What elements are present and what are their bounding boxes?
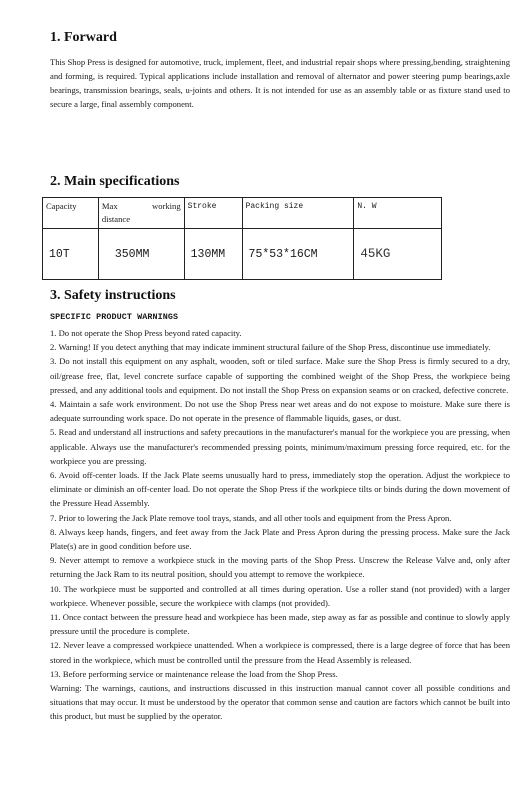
specifications-table bbox=[42, 197, 442, 280]
table-header-row bbox=[43, 198, 442, 229]
value-packing-size: 75*53*16CM bbox=[242, 229, 354, 280]
list-item: 13. Before performing service or maintenance release the load from the Shop Press. bbox=[50, 668, 338, 679]
list-item: 9. Never attempt to remove a workpiece stuck in the moving parts of the Shop Press. Unscrew the Release Valve and, only after returning the Jack Ram to its neutral position, should you attempt to remove the workpiece. bbox=[50, 555, 510, 580]
header-max-working-distance bbox=[98, 198, 184, 229]
section-heading-forward: 1. Forward bbox=[50, 30, 117, 45]
list-item: 4. Maintain a safe work environment. Do not use the Shop Press near wet areas and do not expose to moisture. Make sure there is adequate surrounding work space. Do not operate in the presence of flammable liquids, gases, or dust. bbox=[50, 399, 510, 424]
header-distance-word: distance bbox=[101, 214, 131, 224]
list-item: 2. Warning! If you detect anything that may indicate imminent structural failure of the Shop Press, discontinue use immediately. bbox=[50, 342, 491, 353]
list-item: 8. Always keep hands, fingers, and feet away from the Jack Plate and Press Apron during the pressing process. Make sure the Jack Plate(s) are in good condition before use. bbox=[50, 526, 510, 552]
list-item: 5. Read and understand all instructions and safety precautions in the manufacturer's manual for the workpiece you are pressing, when applicable. Always use the manufacturer's recommended pressing points, minimum/maximum pressing force required, etc. for the workpiece you are pressing. bbox=[50, 427, 510, 466]
list-item: 11. Once contact between the pressure head and workpiece has been made, step away as far as possible and continue to slowly apply pressure until the procedure is complete. bbox=[50, 612, 510, 637]
list-item: 7. Prior to lowering the Jack Plate remove tool trays, stands, and all other tools and equipment from the Press Apron. bbox=[50, 512, 452, 523]
specific-product-warnings-subheading: SPECIFIC PRODUCT WARNINGS bbox=[50, 312, 179, 322]
list-item: 3. Do not install this equipment on any asphalt, wooden, soft or tiled surface. Make sure the Shop Press is firmly secured to a dry, oil/grease free, flat, level concrete surface capable of supporting the combined weight of the Shop Press, the workpiece being pressed, and any additional tools and equipment. Do not install the Shop Press on expansion seams or on cracked, defective concrete. bbox=[50, 356, 510, 395]
value-net-weight: 45KG bbox=[354, 229, 442, 280]
list-item: 10. The workpiece must be supported and controlled at all times during operation. Use a roller stand (not provided) with a larger workpiece. Whenever possible, secure the workpiece with clamps (not provided). bbox=[50, 583, 510, 608]
header-packing-size: Packing size bbox=[242, 198, 354, 229]
safety-instructions-list bbox=[50, 326, 510, 724]
forward-paragraph: This Shop Press is designed for automotive, truck, implement, fleet, and industrial repair shops where pressing,bending, straightening and forming, is required. Typical applications include installation and removal of alternator and power steering pump bearings,axle bearings, transmission bearings, seals, u-joints and others. It is not intended for use as an assembly table or as fixture stand used to secure a large, final assembly component. bbox=[50, 57, 510, 109]
section-heading-specifications: 2. Main specifications bbox=[50, 174, 180, 189]
value-stroke: 130MM bbox=[184, 229, 242, 280]
value-capacity: 10T bbox=[43, 229, 99, 280]
list-item: 1. Do not operate the Shop Press beyond rated capacity. bbox=[50, 328, 242, 338]
list-item: 12. Never leave a compressed workpiece unattended. When a workpiece is compressed, there is a large degree of force that has been stored in the workpiece, which must be controlled until the pressure from the Head Assembly is released. bbox=[50, 640, 510, 665]
header-net-weight: N. W bbox=[354, 198, 442, 229]
table-values-row bbox=[43, 229, 442, 280]
header-working-word: working bbox=[151, 201, 181, 211]
header-max-word: Max bbox=[101, 201, 118, 211]
header-capacity: Capacity bbox=[43, 198, 99, 229]
list-item: 6. Avoid off-center loads. If the Jack Plate seems unusually hard to press, immediately stop the operation. Adjust the workpiece to eliminate or diminish an off-center load. Do not operate the Shop Press if the workpiece tilts or binds during the down movement of the Pressure Head Assembly. bbox=[50, 470, 510, 509]
section-heading-safety: 3. Safety instructions bbox=[50, 288, 176, 303]
header-stroke: Stroke bbox=[184, 198, 242, 229]
list-item: Warning: The warnings, cautions, and instructions discussed in this instruction manual cannot cover all possible conditions and situations that may occur. It must be understood by the operator that common sense and caution are factors which cannot be built into this product, but must be supplied by the operator. bbox=[50, 683, 510, 722]
value-max-working-distance: 350MM bbox=[98, 229, 184, 280]
